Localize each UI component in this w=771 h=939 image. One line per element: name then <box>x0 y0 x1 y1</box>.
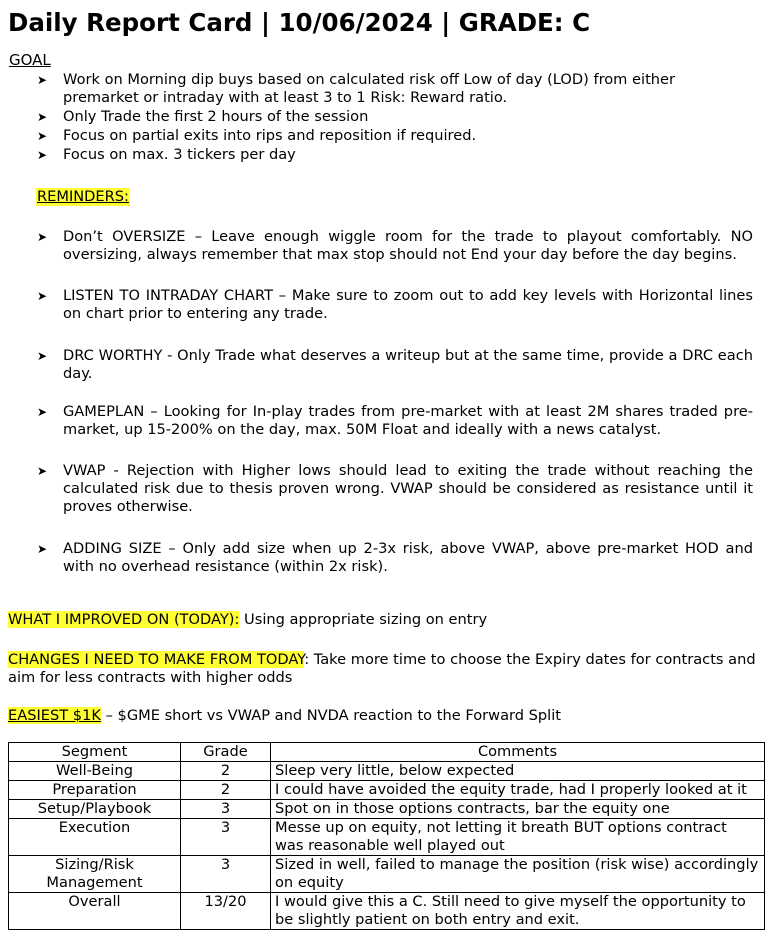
goal-item <box>37 71 727 107</box>
reminder-item <box>37 540 753 576</box>
table-row <box>9 762 765 781</box>
easiest-label: EASIEST $1K <box>8 707 101 724</box>
arrow-bullet-icon: ➤ <box>37 289 48 303</box>
goal-item-text: Focus on max. 3 tickers per day <box>63 146 296 163</box>
grade-cell: 3 <box>181 819 271 856</box>
col-header-comments: Comments <box>271 743 765 762</box>
comment-cell: Sized in well, failed to manage the position (risk wise) accordingly on equity <box>271 856 765 893</box>
segment-cell: Overall <box>9 893 181 930</box>
reminder-item <box>37 462 753 516</box>
grade-cell: 13/20 <box>181 893 271 930</box>
table-row <box>9 893 765 930</box>
grades-table <box>8 742 765 930</box>
goal-heading: GOAL <box>9 51 51 69</box>
goal-item-text: Only Trade the first 2 hours of the session <box>63 108 369 125</box>
reminder-item <box>37 228 753 264</box>
comment-cell: I would give this a C. Still need to give myself the opportunity to be slightly patient on both entry and exit. <box>271 893 765 930</box>
segment-cell: Sizing/Risk Management <box>9 856 181 893</box>
arrow-bullet-icon: ➤ <box>37 110 48 124</box>
reminder-item <box>37 287 753 323</box>
arrow-bullet-icon: ➤ <box>37 464 48 478</box>
reminder-item-text: GAMEPLAN – Looking for In-play trades from pre-market with at least 2M shares traded pre-market, up 15-200% on the day, max. 50M Float and ideally with a news catalyst. <box>63 403 753 438</box>
goal-item <box>37 146 727 164</box>
improved-text: Using appropriate sizing on entry <box>239 611 488 628</box>
goal-item <box>37 108 727 126</box>
page-title: Daily Report Card | 10/06/2024 | GRADE: C <box>8 8 591 37</box>
grade-cell: 2 <box>181 781 271 800</box>
arrow-bullet-icon: ➤ <box>37 230 48 244</box>
reminder-item-text: LISTEN TO INTRADAY CHART – Make sure to zoom out to add key levels with Horizontal lines on chart prior to entering any trade. <box>63 287 753 322</box>
arrow-bullet-icon: ➤ <box>37 542 48 556</box>
reminder-item-text: VWAP - Rejection with Higher lows should lead to exiting the trade without reaching the calculated risk due to thesis proven wrong. VWAP should be considered as resistance until it proves otherwise. <box>63 462 753 515</box>
arrow-bullet-icon: ➤ <box>37 405 48 419</box>
segment-cell: Preparation <box>9 781 181 800</box>
segment-cell: Setup/Playbook <box>9 800 181 819</box>
comment-cell: Sleep very little, below expected <box>271 762 765 781</box>
table-row <box>9 800 765 819</box>
reminder-item-text: DRC WORTHY - Only Trade what deserves a writeup but at the same time, provide a DRC each day. <box>63 347 753 382</box>
changes-label: CHANGES I NEED TO MAKE FROM TODAY <box>8 651 305 668</box>
comment-cell: Messe up on equity, not letting it breath BUT options contract was reasonable well played out <box>271 819 765 856</box>
arrow-bullet-icon: ➤ <box>37 349 48 363</box>
easiest-line <box>8 707 763 725</box>
arrow-bullet-icon: ➤ <box>37 148 48 162</box>
table-row <box>9 819 765 856</box>
reminder-item <box>37 347 753 383</box>
table-row <box>9 856 765 893</box>
segment-cell: Well-Being <box>9 762 181 781</box>
changes-line <box>8 651 763 687</box>
arrow-bullet-icon: ➤ <box>37 73 48 87</box>
arrow-bullet-icon: ➤ <box>37 129 48 143</box>
improved-line <box>8 611 763 629</box>
changes-text: : Take more time to choose the Expiry dates for contracts and aim for less contracts with higher odds <box>8 651 756 686</box>
goal-item <box>37 127 727 145</box>
col-header-segment: Segment <box>9 743 181 762</box>
goal-item-text: Work on Morning dip buys based on calculated risk off Low of day (LOD) from either premarket or intraday with at least 3 to 1 Risk: Reward ratio. <box>63 71 676 106</box>
reminder-item-text: Don’t OVERSIZE – Leave enough wiggle room for the trade to playout comfortably. NO oversizing, always remember that max stop should not End your day before the day begins. <box>63 228 753 263</box>
reminder-item-text: ADDING SIZE – Only add size when up 2-3x risk, above VWAP, above pre-market HOD and with no overhead resistance (within 2x risk). <box>63 540 753 575</box>
comment-cell: I could have avoided the equity trade, had I properly looked at it <box>271 781 765 800</box>
goal-item-text: Focus on partial exits into rips and reposition if required. <box>63 127 477 144</box>
reminders-heading: REMINDERS: <box>37 188 129 205</box>
reminder-item <box>37 403 753 439</box>
grade-cell: 3 <box>181 800 271 819</box>
improved-label: WHAT I IMPROVED ON (TODAY): <box>8 611 240 628</box>
table-header-row <box>9 743 765 762</box>
col-header-grade: Grade <box>181 743 271 762</box>
easiest-text: – $GME short vs VWAP and NVDA reaction to the Forward Split <box>100 707 562 724</box>
grade-cell: 2 <box>181 762 271 781</box>
grade-cell: 3 <box>181 856 271 893</box>
comment-cell: Spot on in those options contracts, bar the equity one <box>271 800 765 819</box>
goal-list <box>37 71 727 165</box>
segment-cell: Execution <box>9 819 181 856</box>
table-row <box>9 781 765 800</box>
